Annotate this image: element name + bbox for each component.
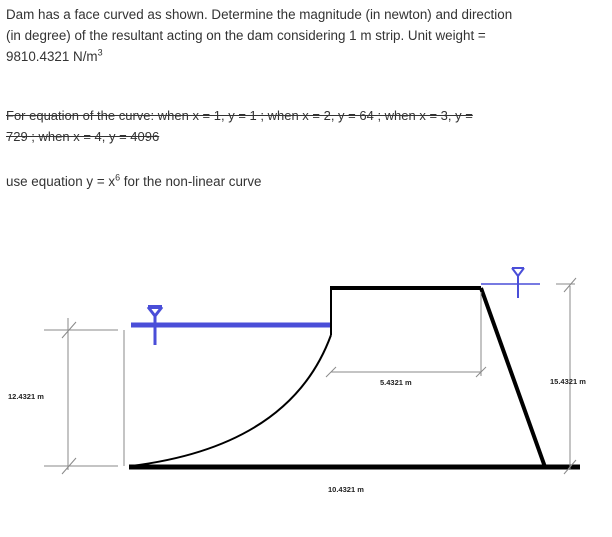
right-water-level-marker [512, 268, 524, 298]
left-dimension [44, 318, 124, 474]
dim-right-height-label: 15.4321 m [550, 377, 586, 386]
dim-top-width-label: 5.4321 m [380, 378, 412, 387]
problem-line-1: Dam has a face curved as shown. Determine the magnitude (in newton) and direction [6, 7, 513, 22]
dam-outline [129, 286, 580, 467]
struck-line-1: For equation of the curve: when x = 1, y = 1 ; when x = 2, y = 64 ; when x = 3, y = [6, 108, 473, 123]
instruction-exponent: 6 [115, 172, 121, 183]
right-dimension [481, 278, 576, 474]
unit-weight-value: 9810.4321 N/m [6, 49, 98, 64]
instruction-text: use equation y = x [6, 174, 116, 189]
water-surface [131, 307, 331, 345]
unit-weight-exponent: 3 [97, 47, 103, 58]
dim-base-width-label: 10.4321 m [328, 485, 364, 494]
struck-line-2: 729 ; when x = 4, y = 4096 [6, 129, 160, 144]
dim-left-height-label: 12.4321 m [8, 392, 44, 401]
instruction-text-end: for the non-linear curve [120, 174, 262, 189]
problem-line-2: (in degree) of the resultant acting on the dam considering 1 m strip. Unit weight = [6, 28, 486, 43]
top-width-dimension [326, 292, 486, 377]
